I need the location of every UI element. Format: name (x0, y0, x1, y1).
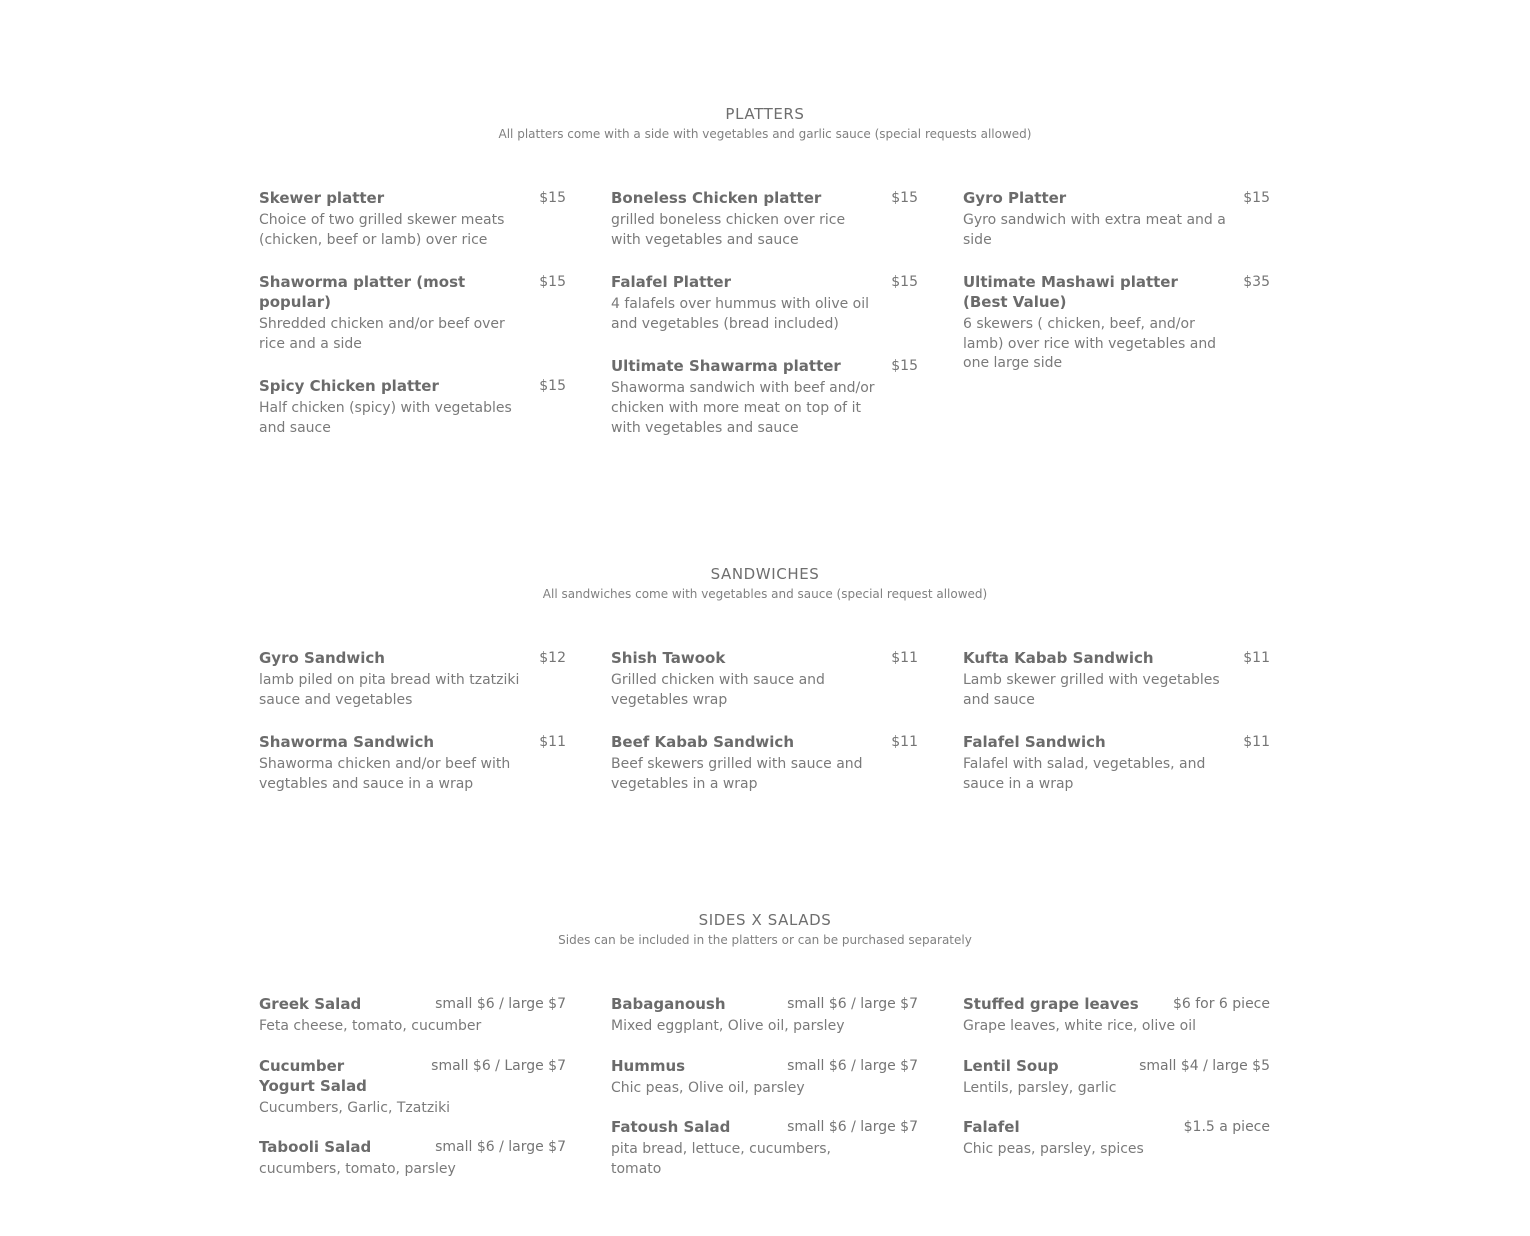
menu-item (963, 648, 1270, 710)
item-description: Gyro sandwich with extra meat and a side (963, 212, 1226, 248)
item-description: lamb piled on pita bread with tzatziki sauce and vegetables (259, 672, 520, 708)
item-price: $1.5 a piece (1183, 1119, 1270, 1136)
item-name: Gyro Sandwich (259, 649, 385, 667)
item-name: Tabooli Salad (259, 1138, 372, 1157)
menu-column (259, 994, 566, 1180)
menu-column (259, 648, 566, 816)
sides-salads-section (259, 910, 1271, 1230)
item-name: Greek Salad (259, 995, 362, 1013)
item-name: Lentil Soup (963, 1056, 1059, 1075)
item-name: Skewer platter (259, 189, 385, 207)
menu-item (963, 1117, 1270, 1160)
section-title: PLATTERS (725, 105, 805, 123)
item-price: small $6 / large $7 (787, 1119, 918, 1136)
item-price: $12 (539, 650, 566, 666)
item-price: $15 (891, 274, 918, 291)
menu-column (259, 188, 566, 461)
item-name: Falafel Platter (611, 273, 731, 292)
item-name: Shish Tawook (611, 649, 726, 667)
menu-item (611, 994, 918, 1037)
menu-item (963, 994, 1270, 1037)
menu-column (611, 994, 918, 1180)
item-name: Ultimate Mashawi platter (Best Value) (963, 273, 1178, 312)
item-price: $11 (891, 734, 918, 751)
menu-item (963, 732, 1270, 794)
item-price: small $6 / large $7 (435, 996, 566, 1012)
item-description: pita bread, lettuce, cucumbers, tomato (611, 1141, 831, 1177)
item-description: Half chicken (spicy) with vegetables and sauce (259, 400, 512, 436)
item-description: Lamb skewer grilled with vegetables and sauce (963, 672, 1220, 708)
item-name: Shaworma platter (most popular) (259, 273, 466, 312)
item-description: Chic peas, parsley, spices (963, 1141, 1144, 1158)
menu-column (963, 648, 1270, 816)
menu-column (963, 994, 1270, 1180)
section-header (259, 564, 1271, 604)
item-name: Falafel (963, 1118, 1020, 1137)
item-description: Feta cheese, tomato, cucumber (259, 1018, 482, 1034)
item-price: small $6 / Large $7 (431, 1057, 566, 1074)
item-price: $15 (891, 190, 918, 206)
item-name: Hummus (611, 1056, 686, 1075)
item-description: Beef skewers grilled with sauce and vegetables in a wrap (611, 756, 863, 792)
menu-columns (259, 648, 1271, 816)
item-name: Falafel Sandwich (963, 733, 1106, 752)
menu-item (611, 1056, 918, 1099)
menu-item (963, 272, 1270, 374)
menu-item (611, 648, 918, 710)
item-name: Boneless Chicken platter (611, 189, 822, 207)
item-description: Choice of two grilled skewer meats (chicken, beef or lamb) over rice (259, 212, 505, 248)
item-price: $15 (891, 358, 918, 375)
item-name: Beef Kabab Sandwich (611, 733, 795, 752)
item-description: Chic peas, Olive oil, parsley (611, 1079, 805, 1096)
menu-item (611, 272, 918, 334)
menu-column (611, 648, 918, 816)
menu-item (611, 732, 918, 794)
platters-section (259, 104, 1271, 484)
item-description: Grape leaves, white rice, olive oil (963, 1018, 1196, 1034)
sandwiches-section (259, 564, 1271, 824)
item-price: $15 (539, 378, 566, 395)
menu-item (259, 1137, 566, 1180)
item-description: 4 falafels over hummus with olive oil and vegetables (bread included) (611, 296, 870, 332)
item-price: $6 for 6 piece (1172, 996, 1270, 1012)
menu-item (611, 188, 918, 250)
item-name: Ultimate Shawarma platter (611, 357, 841, 376)
item-price: $11 (1243, 650, 1270, 666)
menu-item (259, 732, 566, 794)
item-name: Kufta Kabab Sandwich (963, 649, 1154, 667)
item-price: $15 (539, 190, 566, 206)
item-description: Mixed eggplant, Olive oil, parsley (611, 1018, 845, 1034)
item-description: Shaworma sandwich with beef and/or chicken with more meat on top of it with vegetables and sauce (611, 380, 875, 436)
section-title: SIDES X SALADS (698, 911, 832, 929)
item-description: Shaworma chicken and/or beef with vegtables and sauce in a wrap (259, 756, 511, 792)
item-price: $15 (1243, 190, 1270, 206)
item-name: Gyro Platter (963, 189, 1067, 207)
menu-item (611, 1117, 918, 1179)
item-name: Stuffed grape leaves (963, 995, 1139, 1013)
item-description: Shredded chicken and/or beef over rice and a side (259, 316, 505, 352)
item-price: small $6 / large $7 (435, 1139, 566, 1156)
section-header (259, 104, 1271, 144)
section-title: SANDWICHES (710, 565, 820, 583)
item-description: cucumbers, tomato, parsley (259, 1161, 456, 1178)
menu-item (259, 272, 566, 354)
item-price: $11 (539, 734, 566, 751)
item-price: small $6 / large $7 (787, 996, 918, 1012)
item-name: Babaganoush (611, 995, 726, 1013)
item-price: $35 (1243, 274, 1270, 291)
item-name: Spicy Chicken platter (259, 377, 439, 396)
item-price: small $4 / large $5 (1139, 1057, 1270, 1074)
menu-columns (259, 188, 1271, 461)
item-description: grilled boneless chicken over rice with vegetables and sauce (611, 212, 846, 248)
item-price: $11 (891, 650, 918, 666)
menu-column (963, 188, 1270, 461)
menu-item (611, 356, 918, 438)
item-name: Shaworma Sandwich (259, 733, 435, 752)
item-price: $15 (539, 274, 566, 291)
item-name: Cucumber Yogurt Salad (259, 1056, 367, 1095)
section-subtitle: All platters come with a side with vegetables and garlic sauce (special requests allowed) (498, 127, 1032, 141)
item-price: small $6 / large $7 (787, 1057, 918, 1074)
menu-item (259, 648, 566, 710)
menu-item (259, 994, 566, 1037)
menu-item (963, 188, 1270, 250)
item-description: Cucumbers, Garlic, Tzatziki (259, 1099, 451, 1116)
menu-item (259, 1056, 566, 1119)
item-description: Falafel with salad, vegetables, and sauce in a wrap (963, 756, 1206, 792)
section-header (259, 910, 1271, 950)
menu-item (963, 1056, 1270, 1099)
section-subtitle: All sandwiches come with vegetables and sauce (special request allowed) (542, 587, 988, 601)
item-description: Grilled chicken with sauce and vegetables wrap (611, 672, 825, 708)
item-description: 6 skewers ( chicken, beef, and/or lamb) over rice with vegetables and one large side (963, 316, 1217, 372)
item-description: Lentils, parsley, garlic (963, 1079, 1117, 1096)
item-price: $11 (1243, 734, 1270, 751)
menu-column (611, 188, 918, 461)
menu-columns (259, 994, 1271, 1180)
item-name: Fatoush Salad (611, 1118, 731, 1137)
menu-item (259, 188, 566, 250)
menu-item (259, 376, 566, 438)
section-subtitle: Sides can be included in the platters or can be purchased separately (558, 933, 972, 947)
